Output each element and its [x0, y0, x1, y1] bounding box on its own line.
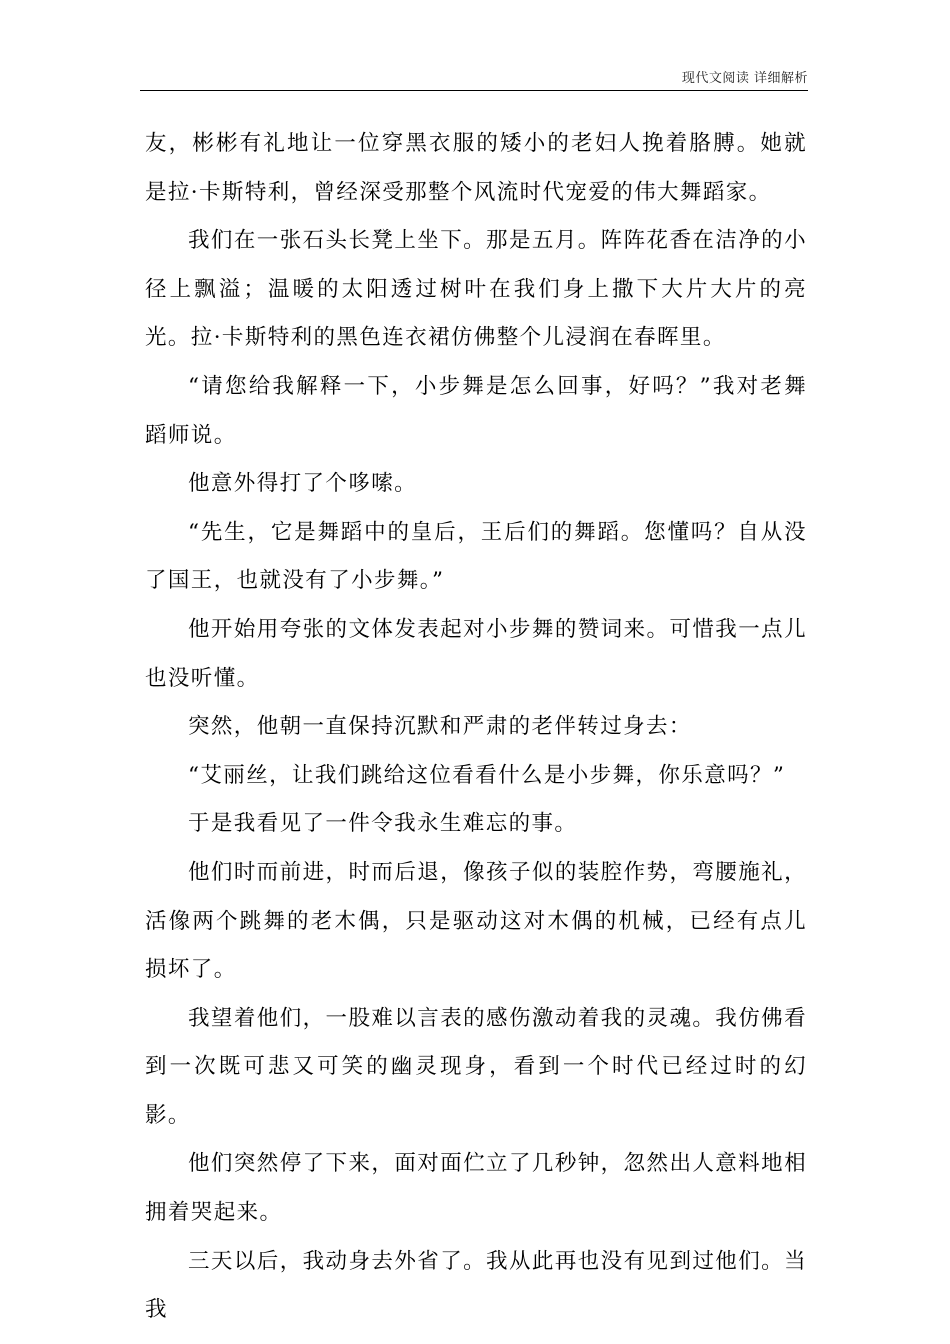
- paragraph: 我望着他们，一股难以言表的感伤激动着我的灵魂。我仿佛看到一次既可悲又可笑的幽灵现身，看到一个时代已经过时的幻影。: [145, 1005, 807, 1128]
- paragraph: “艾丽丝，让我们跳给这位看看什么是小步舞，你乐意吗？”: [188, 762, 786, 788]
- article-body: [145, 120, 807, 1335]
- paragraph: 他开始用夸张的文体发表起对小步舞的赞词来。可惜我一点儿也没听懂。: [145, 616, 807, 691]
- page-header: [140, 70, 808, 91]
- paragraph: 我们在一张石头长凳上坐下。那是五月。阵阵花香在洁净的小径上飘溢；温暖的太阳透过树叶在我们身上撒下大片大片的亮光。拉·卡斯特利的黑色连衣裙仿佛整个儿浸润在春晖里。: [145, 228, 807, 351]
- paragraph: 于是我看见了一件令我永生难忘的事。: [188, 811, 578, 837]
- paragraph: 突然，他朝一直保持沉默和严肃的老伴转过身去：: [188, 714, 692, 740]
- paragraph: “请您给我解释一下，小步舞是怎么回事，好吗？”我对老舞蹈师说。: [145, 373, 807, 448]
- paragraph: 他意外得打了个哆嗦。: [188, 471, 418, 497]
- paragraph: 友，彬彬有礼地让一位穿黑衣服的矮小的老妇人挽着胳膊。她就是拉·卡斯特利，曾经深受那整个风流时代宠爱的伟大舞蹈家。: [145, 131, 807, 205]
- paragraph: “先生，它是舞蹈中的皇后，王后们的舞蹈。您懂吗？自从没了国王，也就没有了小步舞。”: [145, 519, 807, 594]
- paragraph: 三天以后，我动身去外省了。我从此再也没有见到过他们。当我: [145, 1248, 807, 1323]
- paragraph: 他们突然停了下来，面对面伫立了几秒钟，忽然出人意料地相拥着哭起来。: [145, 1151, 807, 1226]
- paragraph: 他们时而前进，时而后退，像孩子似的装腔作势，弯腰施礼，活像两个跳舞的老木偶，只是驱动这对木偶的机械，已经有点儿损坏了。: [145, 859, 807, 983]
- header-title: 现代文阅读 详细解析: [681, 71, 808, 86]
